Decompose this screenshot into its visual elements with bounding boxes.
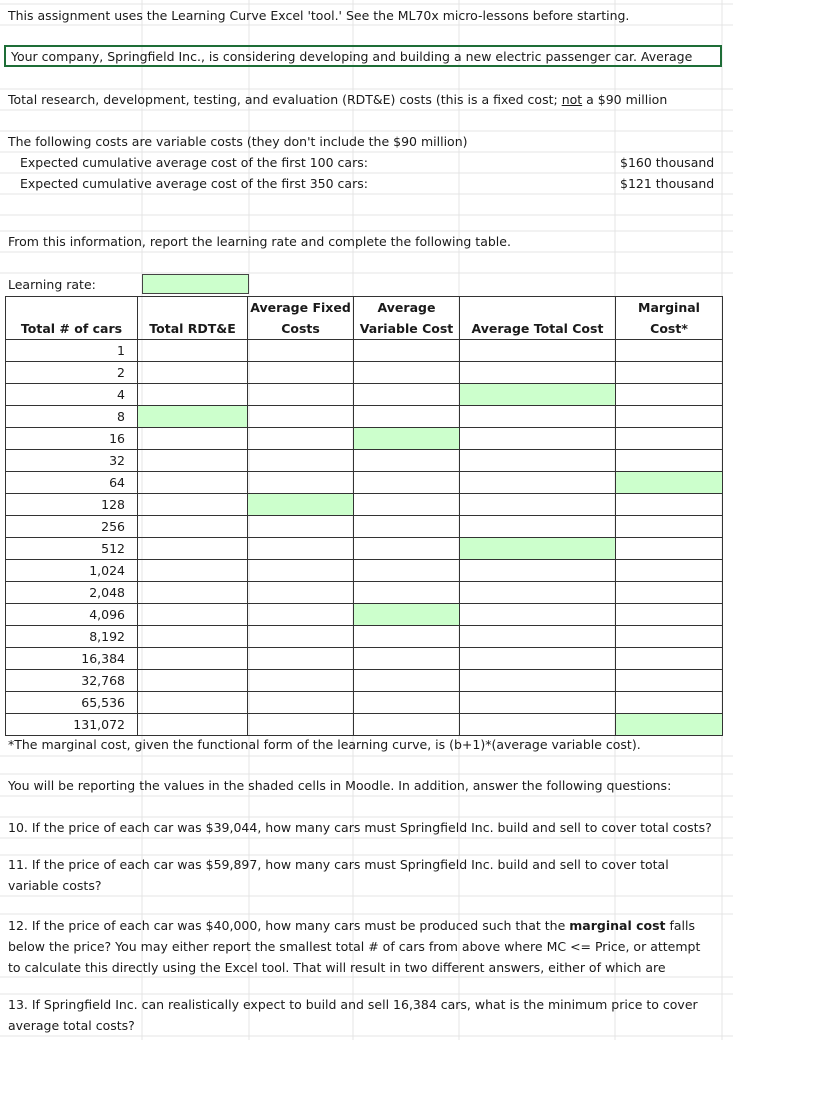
cars-count-cell: 512 [6,538,138,560]
report-line: From this information, report the learning rate and complete the following table. [8,234,511,249]
table-cell[interactable] [354,538,460,560]
table-row [6,384,723,406]
table-cell[interactable] [460,362,616,384]
table-cell[interactable] [138,362,248,384]
header-total-rdte: Total RDT&E [138,318,248,340]
cars-count-cell: 8 [6,406,138,428]
table-cell[interactable] [616,494,723,516]
header-cars-spacer [6,297,138,319]
moodle-line: You will be reporting the values in the shaded cells in Moodle. In addition, answer the following questions: [8,778,672,793]
table-cell[interactable] [460,406,616,428]
table-cell[interactable] [616,406,723,428]
table-row [6,538,723,560]
table-row [6,494,723,516]
header-mc-line2: Cost* [616,318,723,340]
variable-cost-value-350: $121 thousand [620,176,715,191]
cars-count-cell: 2 [6,362,138,384]
table-cell[interactable] [460,626,616,648]
table-cell[interactable] [248,692,354,714]
cars-count-cell: 32,768 [6,670,138,692]
table-cell[interactable] [616,604,723,626]
question-12: 12. If the price of each car was $40,000, how many cars must be produced such that the marginal cost falls below the price? You may either report the smallest total # of cars from above where MC <= Price, or attempt to calculate this directly using the Excel tool. That will result in two different answers, either of which are [8,918,701,975]
table-cell[interactable] [138,604,248,626]
header-afc-line2: Costs [248,318,354,340]
table-cell[interactable] [354,340,460,362]
header-total-cars: Total # of cars [6,318,138,340]
table-cell[interactable] [354,560,460,582]
marginal-cost-bold: marginal cost [569,918,666,933]
answer-input-cell[interactable] [138,406,248,428]
table-row [6,362,723,384]
company-line: Your company, Springfield Inc., is considering developing and building a new electric passenger car. Average [11,49,693,64]
header-avc-line2: Variable Cost [354,318,460,340]
table-cell[interactable] [248,450,354,472]
table-cell[interactable] [460,472,616,494]
cars-count-cell: 64 [6,472,138,494]
learning-rate-label: Learning rate: [8,277,96,292]
table-cell[interactable] [248,560,354,582]
table-cell[interactable] [248,362,354,384]
table-row [6,670,723,692]
table-cell[interactable] [616,428,723,450]
table-cell[interactable] [460,428,616,450]
answer-input-cell[interactable] [460,538,616,560]
table-row [6,692,723,714]
table-cell[interactable] [616,560,723,582]
table-cell[interactable] [460,340,616,362]
table-cell[interactable] [616,692,723,714]
question-11: 11. If the price of each car was $59,897, how many cars must Springfield Inc. build and sell to cover total variable costs? [8,857,669,893]
table-row [6,648,723,670]
table-cell[interactable] [138,384,248,406]
table-cell[interactable] [354,384,460,406]
table-cell[interactable] [248,472,354,494]
table-cell[interactable] [354,714,460,736]
table-cell[interactable] [460,604,616,626]
variable-cost-label-100: Expected cumulative average cost of the first 100 cars: [20,155,368,170]
table-row [6,406,723,428]
cars-count-cell: 2,048 [6,582,138,604]
header-mc-line1: Marginal [616,297,723,319]
table-cell[interactable] [616,626,723,648]
table-cell[interactable] [460,648,616,670]
table-row [6,472,723,494]
footnote: *The marginal cost, given the functional form of the learning curve, is (b+1)*(average variable cost). [8,737,641,752]
table-cell[interactable] [460,714,616,736]
table-row [6,428,723,450]
table-row [6,626,723,648]
table-cell[interactable] [248,428,354,450]
answer-input-cell[interactable] [248,494,354,516]
table-cell[interactable] [616,670,723,692]
table-cell[interactable] [138,428,248,450]
header-rdte-spacer [138,297,248,319]
table-cell[interactable] [248,648,354,670]
answer-input-cell[interactable] [354,604,460,626]
table-cell[interactable] [616,538,723,560]
cars-count-cell: 131,072 [6,714,138,736]
table-cell[interactable] [248,626,354,648]
table-cell[interactable] [248,604,354,626]
table-cell[interactable] [248,670,354,692]
question-13: 13. If Springfield Inc. can realistically expect to build and sell 16,384 cars, what is the minimum price to cover average total costs? [8,997,698,1033]
variable-intro: The following costs are variable costs (they don't include the $90 million) [8,134,468,149]
table-cell[interactable] [248,516,354,538]
table-cell[interactable] [460,516,616,538]
table-cell[interactable] [248,340,354,362]
table-cell[interactable] [354,516,460,538]
rdte-line: Total research, development, testing, and evaluation (RDT&E) costs (this is a fixed cost; not a $90 million [8,92,668,107]
learning-curve-table [5,296,723,736]
table-cell[interactable] [354,472,460,494]
table-cell[interactable] [616,362,723,384]
answer-input-cell[interactable] [460,384,616,406]
learning-rate-input-cell[interactable] [142,274,249,294]
cars-count-cell: 65,536 [6,692,138,714]
variable-cost-label-350: Expected cumulative average cost of the first 350 cars: [20,176,368,191]
table-cell[interactable] [616,582,723,604]
cars-count-cell: 4 [6,384,138,406]
table-row [6,560,723,582]
table-row [6,582,723,604]
table-cell[interactable] [138,626,248,648]
cars-count-cell: 32 [6,450,138,472]
table-cell[interactable] [138,494,248,516]
table-cell[interactable] [354,450,460,472]
header-atc-spacer [460,297,616,319]
table-cell[interactable] [354,670,460,692]
table-row [6,604,723,626]
table-cell[interactable] [460,582,616,604]
table-cell[interactable] [354,626,460,648]
table-cell[interactable] [248,384,354,406]
question-10: 10. If the price of each car was $39,044, how many cars must Springfield Inc. build and sell to cover total costs? [8,820,712,835]
table-row [6,714,723,736]
table-cell[interactable] [138,714,248,736]
table-cell[interactable] [248,582,354,604]
variable-cost-value-100: $160 thousand [620,155,715,170]
table-cell[interactable] [138,648,248,670]
table-cell[interactable] [460,670,616,692]
selected-cell-outline[interactable] [4,45,722,67]
table-cell[interactable] [138,472,248,494]
table-cell[interactable] [460,494,616,516]
table-cell[interactable] [460,692,616,714]
table-cell[interactable] [248,538,354,560]
intro-line: This assignment uses the Learning Curve Excel 'tool.' See the ML70x micro-lessons before starting. [8,8,630,23]
table-cell[interactable] [138,340,248,362]
cars-count-cell: 16 [6,428,138,450]
table-row [6,340,723,362]
table-cell[interactable] [138,670,248,692]
table-cell[interactable] [460,560,616,582]
table-row [6,450,723,472]
header-avc-line1: Average [354,297,460,319]
table-cell[interactable] [616,450,723,472]
cars-count-cell: 16,384 [6,648,138,670]
cars-count-cell: 8,192 [6,626,138,648]
table-cell[interactable] [138,516,248,538]
table-cell[interactable] [248,714,354,736]
table-cell[interactable] [460,450,616,472]
answer-input-cell[interactable] [616,472,723,494]
table-cell[interactable] [138,538,248,560]
answer-input-cell[interactable] [354,428,460,450]
table-cell[interactable] [354,406,460,428]
cars-count-cell: 1,024 [6,560,138,582]
table-cell[interactable] [616,648,723,670]
table-cell[interactable] [354,692,460,714]
cars-count-cell: 128 [6,494,138,516]
table-cell[interactable] [616,516,723,538]
answer-input-cell[interactable] [616,714,723,736]
table-cell[interactable] [138,450,248,472]
table-cell[interactable] [138,560,248,582]
cars-count-cell: 4,096 [6,604,138,626]
table-cell[interactable] [138,692,248,714]
table-cell[interactable] [616,384,723,406]
table-row [6,516,723,538]
table-cell[interactable] [354,582,460,604]
table-cell[interactable] [354,648,460,670]
header-afc-line1: Average Fixed [248,297,354,319]
table-cell[interactable] [248,406,354,428]
not-underlined: not [561,92,583,107]
cars-count-cell: 256 [6,516,138,538]
header-average-total-cost: Average Total Cost [460,318,616,340]
cars-count-cell: 1 [6,340,138,362]
table-cell[interactable] [354,494,460,516]
table-cell[interactable] [138,582,248,604]
table-cell[interactable] [354,362,460,384]
table-cell[interactable] [616,340,723,362]
